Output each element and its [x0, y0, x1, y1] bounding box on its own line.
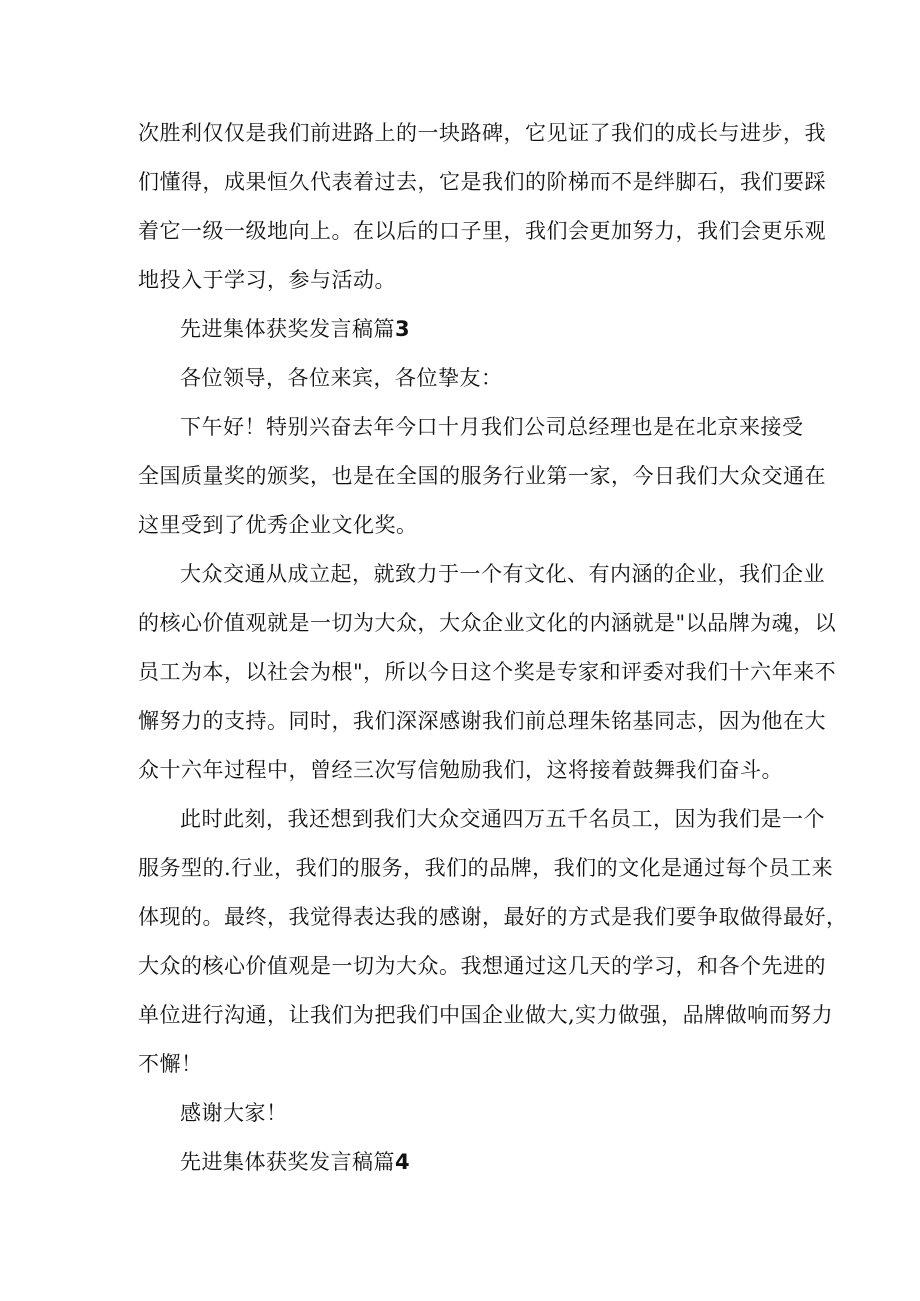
section-heading-4: [180, 1147, 410, 1177]
paragraph-line: 大众的核心价值观是一切为大众。我想通过这几天的学习，和各个先进的: [138, 954, 826, 978]
paragraph-line: 此时此刻，我还想到我们大众交通四万五千名员工，因为我们是一个: [180, 807, 825, 831]
section-heading-text: 先进集体获奖发言稿篇: [180, 1150, 395, 1174]
paragraph-line: 们懂得，成果恒久代表着过去，它是我们的阶梯而不是绊脚石，我们要踩: [138, 170, 826, 194]
paragraph-line: 这里受到了优秀企业文化奖。: [138, 513, 418, 537]
paragraph-line: 的核心价值观就是一切为大众，大众企业文化的内涵就是"以品牌为魂，以: [138, 611, 837, 635]
paragraph-line: 不懈！: [138, 1052, 203, 1076]
paragraph-line: 次胜利仅仅是我们前进路上的一块路碑，它见证了我们的成长与进步，我: [138, 121, 826, 145]
paragraph-line: 着它一级一级地向上。在以后的口子里，我们会更加努力，我们会更乐观: [138, 219, 826, 243]
salutation: 各位领导，各位来宾，各位挚友：: [180, 366, 503, 390]
paragraph-line: 懈努力的支持。同时，我们深深感谢我们前总理朱铭基同志，因为他在大: [138, 709, 826, 733]
section-heading-3: [180, 314, 410, 344]
section-heading-number: 3: [395, 317, 411, 341]
paragraph-line: 地投入于学习，参与活动。: [138, 268, 396, 292]
paragraph-line: 众十六年过程中，曾经三次写信勉励我们，这将接着鼓舞我们奋斗。: [138, 758, 783, 782]
paragraph-line: 员工为本，以社会为根"，所以今日这个奖是专家和评委对我们十六年来不: [138, 660, 837, 684]
paragraph-line: 下午好！特别兴奋去年今口十月我们公司总经理也是在北京来接受: [180, 415, 804, 439]
paragraph-line: 体现的。最终，我觉得表达我的感谢，最好的方式是我们要争取做得最好，: [138, 905, 848, 929]
paragraph-line: 大众交通从成立起，就致力于一个有文化、有内涵的企业，我们企业: [180, 562, 825, 586]
section-heading-text: 先进集体获奖发言稿篇: [180, 317, 395, 341]
closing-line: 感谢大家！: [180, 1101, 288, 1125]
paragraph-line: 服务型的.行业，我们的服务，我们的品牌，我们的文化是通过每个员工来: [138, 856, 834, 880]
paragraph-line: 单位进行沟通，让我们为把我们中国企业做大,实力做强，品牌做响而努力: [138, 1003, 834, 1027]
section-heading-number: 4: [395, 1150, 411, 1174]
paragraph-line: 全国质量奖的颁奖，也是在全国的服务行业第一家，今日我们大众交通在: [138, 464, 826, 488]
